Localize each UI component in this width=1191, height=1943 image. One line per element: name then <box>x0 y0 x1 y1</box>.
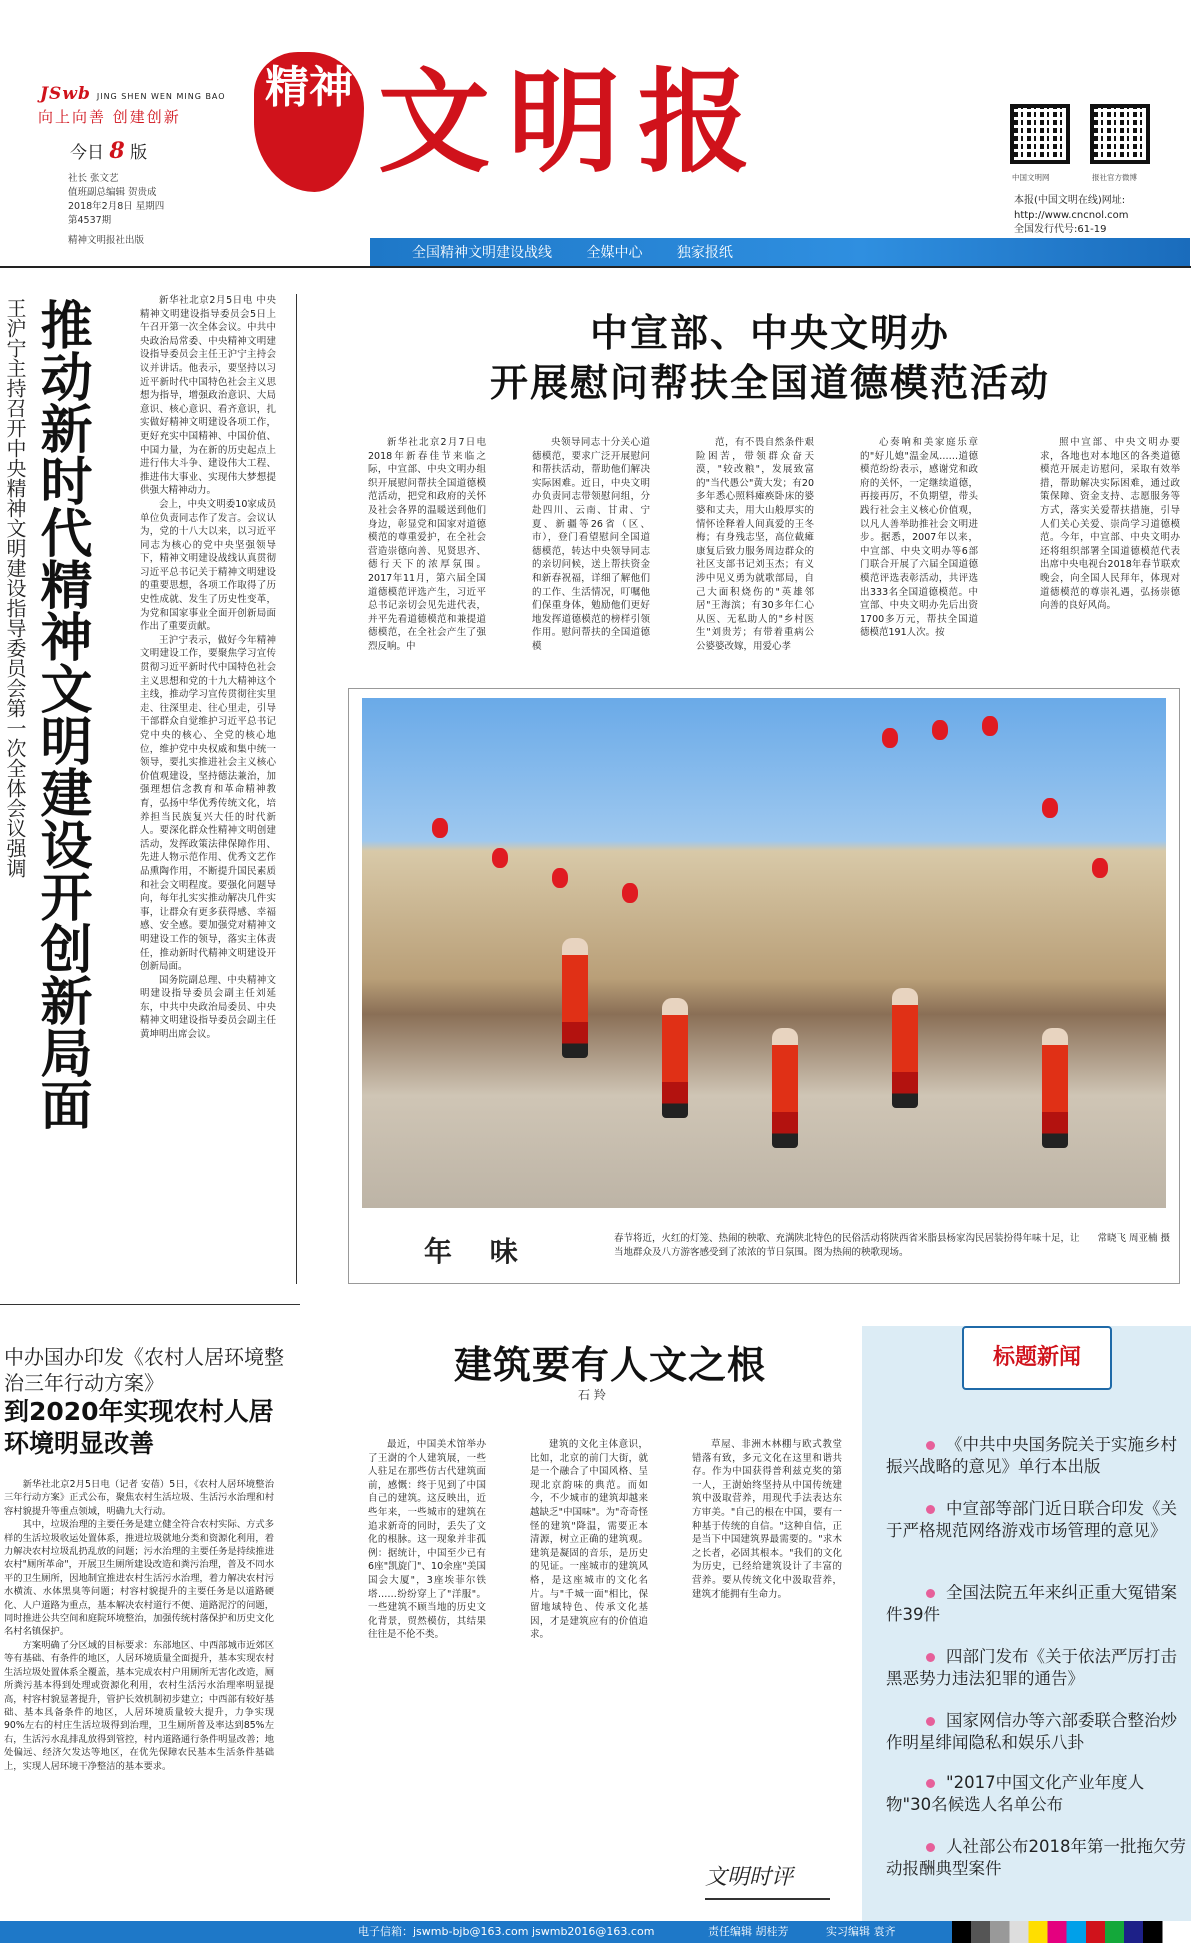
footer-intern: 实习编辑 袁齐 <box>826 1925 896 1938</box>
headline-item[interactable]: 人社部公布2018年第一批拖欠劳动报酬典型案件 <box>886 1837 1186 1878</box>
lantern-icon <box>622 883 638 903</box>
lantern-icon <box>982 716 998 736</box>
qr-code-website[interactable] <box>1010 104 1070 164</box>
main-article-col-1: 新华社北京2月7日电 2018年新春佳节来临之际，中宣部、中央文明办组织开展慰问帮扶全国道德模范活动，把党和政府的关怀及社会各界的温暖送到他们身边，彰显党和国家对道德模范的尊重爱护，在全社会营造崇德向善、见贤思齐、德行天下的浓厚氛围。2017年11月，第六届全国道德模范评选产生，习近平总书记亲切会见先进代表，并平先看道德模范和兼提道德模范，在全社会产生了强烈反响。中 <box>368 437 486 652</box>
lead-subtitle: 王沪宁主持召开中央精神文明建设指导委员会第一次全体会议强调 <box>3 298 27 878</box>
rural-subtitle: 中办国办印发《农村人居环境整治三年行动方案》 <box>4 1345 284 1395</box>
motto: 向上向善 创建创新 <box>38 108 181 126</box>
main-article-col-4: 心奏响和美家庭乐章的"好儿媳"温金凤……道德模范纷纷表示，感谢党和政府的关怀，一定继续道德，再接再厉，不负期望，带头践行社会主义核心价值观，以凡人善举助推社会文明进步。据悉，2007年以来，中宣部、中央文明办等6部门联合开展了六届全国道德模范评选表彰活动，共评选出333名全国道德模范。中宣部、中央文明办先后出资1700多万元，帮扶全国道德模范191人次。按 <box>860 437 978 639</box>
headline-item[interactable]: 四部门发布《关于依法严厉打击黑恶势力违法犯罪的通告》 <box>886 1646 1186 1690</box>
photo-credit: 常晓飞 周亚楠 摄 <box>1097 1233 1170 1244</box>
column-stamp: 文明时评 <box>705 1856 830 1900</box>
column-divider <box>296 294 297 1284</box>
page-count: 8 <box>109 138 125 164</box>
headline-item[interactable]: 《中共中央国务院关于实施乡村振兴战略的意见》单行本出版 <box>886 1434 1186 1478</box>
dancer-figure <box>1042 1028 1068 1148</box>
qr-code-weibo[interactable] <box>1090 104 1150 164</box>
feature-headline[interactable]: 建筑要有人文之根 <box>453 1343 766 1387</box>
yangko-dance-photo[interactable] <box>362 698 1166 1208</box>
lantern-icon <box>432 818 448 838</box>
brand-english-text: JING SHEN WEN MING BAO <box>96 92 226 101</box>
headline-item[interactable]: 中宣部等部门近日联合印发《关于严格规范网络游戏市场管理的意见》 <box>886 1498 1186 1542</box>
dancer-figure <box>892 988 918 1108</box>
feature-author: 石 羚 <box>578 1388 606 1402</box>
lantern-icon <box>552 868 568 888</box>
lantern-icon <box>1092 858 1108 878</box>
masthead-seal: 精神 <box>254 52 364 192</box>
lead-headline[interactable]: 推动新时代精神文明建设开创新局面 <box>31 298 91 1130</box>
lantern-icon <box>1042 798 1058 818</box>
qr1-caption: 中国文明网 <box>1012 173 1050 182</box>
nav-item-front[interactable]: 全国精神文明建设战线 <box>412 245 552 261</box>
headline-item[interactable]: 全国法院五年来纠正重大冤错案件39件 <box>886 1582 1186 1626</box>
publication-info: 本报(中国文明在线)网址: http://www.cncnol.com 全国发行代号:61-19 <box>1014 194 1134 252</box>
issue-info: 社长 张文艺 值班副总编辑 贺贵成 2018年2月8日 星期四 第4537期 精神文明报社出版 <box>68 173 165 246</box>
feature-col-3: 草屋、非洲木林棚与欧式教堂错落有致，多元文化在这里和谐共存。作为中国获得普利兹克奖的第一人，王澍始终坚持从中国传统建筑中汲取营养，用现代手法表达东方审美。"自己的根在中国，要有一种基于传统的自信。"这种自信，正是当下中国建筑界最需要的。"求木之长者，必固其根本。"我们的文化为历史，已经给建筑设计了丰富的营养。要从传统文化中汲取营养，建筑才能拥有生命力。 <box>692 1439 842 1600</box>
main-article-col-3: 范，有不畏自然条件艰险困苦，带领群众奋天漠，"较改粮"，发展致富的"当代愚公"黄大发；有20多年悉心照料瘫痪卧床的婆婆和丈夫，用大山般厚实的情怀诠释着人间真爱的王冬梅；有身残志坚，高位截瘫康复后致力服务周边群众的社区支部书记刘玉杰；有义涉中见义勇为就歌部局，自己大面积烧伤的"英雄邻居"王海滨；有30多年仁心从医、无私助人的"乡村医生"刘贵芳；有带着重病公公婆婆改嫁，用爱心孝 <box>696 437 814 652</box>
qr2-caption: 报社官方微博 <box>1092 173 1137 182</box>
top-divider <box>0 266 1191 268</box>
brand-english <box>40 84 226 104</box>
feature-col-1: 最近，中国美术馆举办了王澍的个人建筑展，一些人驻足在那些仿古代建筑面前，感慨：终于见到了中国自己的建筑。这反映出，近些年来，一些城市的建筑在追求新奇的同时，丢失了文化的根脉。这一现象并非孤例：据统计，中国至少已有6座"凯旋门"、10余座"美国国会大厦"，3座埃菲尔铁塔……纷纷穿上了"洋服"。一些建筑不顾当地的历史文化背景，贸然模仿，其结果往往是不伦不类。 <box>368 1439 486 1641</box>
nav-item-exclusive[interactable]: 独家报纸 <box>676 245 733 261</box>
lantern-icon <box>932 720 948 740</box>
lantern-icon <box>882 728 898 748</box>
main-headline[interactable]: 中宣部、中央文明办 开展慰问帮扶全国道德模范活动 <box>489 311 1050 405</box>
photo-caption: 常晓飞 周亚楠 摄 春节将近，火红的灯笼、热闹的秧歌、充满陕北特色的民俗活动将陕西省米脂县杨家沟民居装扮得年味十足，让当地群众及八方游客感受到了浓浓的节日氛围。图为热闹的秧歌现场。 <box>614 1233 1170 1258</box>
brand-short: JSwb <box>40 84 91 104</box>
headline-news-title: 标题新闻 <box>962 1326 1112 1390</box>
today-pages: 今日 8 版 <box>70 138 148 164</box>
main-article-col-5: 照中宣部、中央文明办要求，各地也对本地区的各类道德模范开展走访慰问，采取有效举措，帮助解决实际困难，通过政策保障、资金支持、志愿服务等方式，落实关爱帮扶措施，引导人们关心关爱、崇尚学习道德模范。今年，中宣部、中央文明办还将组织部署全国道德模范代表出席中央电视台2018年春节联欢晚会，向全国人民拜年，体现对道德模范的尊崇礼遇，弘扬崇德向善的良好风尚。 <box>1040 437 1180 612</box>
rural-article-body: 新华社北京2月5日电（记者 安蓓）5日，《农村人居环境整治三年行动方案》正式公布，聚焦农村生活垃圾、生活污水治理和村容村貌提升等重点领域，明确九大行动。 其中，垃圾治理的主要任务是建立健全符合农村实际、方式多样的生活垃圾收运处置体系，推进垃圾就地分类和资源化利用，着力解决农村垃圾乱扔乱放的问题；污水治理的主要任务是持续推进农村"厕所革命"，开展卫生厕所建设改造和粪污治理，普及不同水平的卫生厕所，因地制宜推进农村生活污水治理，着力解决农村污水横流、水体黑臭等问题；村容村貌提升的主要任务是以道路硬化、人户道路为重点，基本解决农村道行不便、道路泥泞的问题，同时推进公共空间和庭院环境整治，加强传统村落保护和历史文化名村名镇保护。 方案明确了分区域的目标要求：东部地区、中西部城市近郊区等有基础、有条件的地区，人居环境质量全面提升，基本实现农村生活垃圾处置体系全覆盖，基本完成农村户用厕所无害化改造，厕所粪污基本得到处理或资源化利用，农村生活污水治理率明显提高，村容村貌显著提升，管护长效机制初步建立；中西部有较好基础、基本具备条件的地区，人居环境质量较大提升，力争实现90%左右的村庄生活垃圾得到治理，卫生厕所普及率达到85%左右，生活污水乱排乱放得到管控，村内道路通行条件明显改善；地处偏远、经济欠发达等地区，在优先保障农民基本生活条件基础上，实现人居环境干净整洁的基本要求。 <box>4 1479 274 1772</box>
main-article-col-2: 央领导同志十分关心道德模范，要求广泛开展慰问和帮扶活动，帮助他们解决实际困难。近日，中央文明办负责同志带领慰问组，分赴四川、云南、甘肃、宁夏、新疆等26省（区、市），登门看望慰问全国道德模范，转达中央领导同志的亲切问候，送上帮扶资金和新春祝福，详细了解他们的工作、生活情况，叮嘱他们保重身体，勉励他们更好地发挥道德模范的榜样引领作用。慰问帮扶的全国道德模 <box>532 437 650 652</box>
photo-label: 年 味 <box>424 1235 532 1268</box>
lead-article-body: 新华社北京2月5日电 中央精神文明建设指导委员会5日上午召开第一次全体会议。中共中央政治局常委、中央精神文明建设指导委员会主任王沪宁主持会议并讲话。他表示，要坚持以习近平新时代中国特色社会主义思想为指导，增强政治意识、大局意识、核心意识、看齐意识，扎实做好精神文明建设各项工作，更好充实中国精神、中国价值、中国力量，为在新的历史起点上进行伟大斗争、建设伟大工程、推进伟大事业、实现伟大梦想提供强大精神动力。 会上，中央文明委10家成员单位负责同志作了发言。会议认为，党的十八大以来，以习近平同志为核心的党中央坚强领导下，精神文明建设战线认真贯彻习近平总书记关于精神文明建设的重要思想，各项工作取得了历史性成就、发生了历史性变革，为党和国家事业全面开创新局面作出了重要贡献。 王沪宁表示，做好今年精神文明建设工作，要聚焦学习宣传贯彻习近平新时代中国特色社会主义思想和党的十九大精神这个主线，推动学习宣传贯彻往实里走、往深里走、往心里走，引导干部群众自觉维护习近平总书记党中央的核心、全党的核心地位，维护党中央权威和集中统一领导，要扎实推进社会主义核心价值观建设，坚持德法兼治，加强理想信念教育和革命精神教育，弘扬中华优秀传统文化，培养担当民族复兴大任的时代新人。要深化群众性精神文明创建活动，发挥政策法律保障作用、先进人物示范作用、优秀文艺作品熏陶作用，不断提升国民素质和社会文明程度。要强化问题导向，每年扎实实推动解决几件实事，让群众有更多获得感、幸福感、安全感。要加强党对精神文明建设工作的领导，落实主体责任，推动新时代精神文明建设开创新局面。 国务院副总理、中央精神文明建设指导委员会副主任刘延东，中共中央政治局委员、中央精神文明建设指导委员会副主任黄坤明出席会议。 <box>140 295 276 1041</box>
dancer-figure <box>662 998 688 1118</box>
website-link[interactable]: http://www.cncnol.com <box>1014 209 1129 221</box>
feature-col-2: 建筑的文化主体意识，比如，北京的前门大街，就是一个融合了中国风格、呈现北京韵味的典范。而如今，不少城市的建筑却越来越缺乏"中国味"。为"奇奇怪怪的建筑"降温，需要正本清源，树立正确的建筑观。建筑是凝固的音乐，是历史的见证。一座城市的建筑风格，是这座城市的文化名片。与"千城一面"相比，保留地域特色、传承文化基因，才是建筑应有的价值追求。 <box>530 1439 648 1641</box>
nav-item-media[interactable]: 全媒中心 <box>586 245 643 261</box>
rural-headline[interactable]: 到2020年实现农村人居环境明显改善 <box>4 1397 274 1458</box>
footer-editor: 责任编辑 胡桂芳 <box>708 1925 789 1938</box>
nav-bar <box>370 238 1190 268</box>
dancer-figure <box>562 938 588 1058</box>
dancer-figure <box>772 1028 798 1148</box>
footer-email[interactable]: 电子信箱：jswmb-bjb@163.com jswmb2016@163.com <box>358 1925 655 1938</box>
section-divider <box>0 1304 300 1305</box>
headline-item[interactable]: "2017中国文化产业年度人物"30名候选人名单公布 <box>886 1772 1186 1816</box>
headline-item[interactable]: 国家网信办等六部委联合整治炒作明星绯闻隐私和娱乐八卦 <box>886 1710 1186 1754</box>
newspaper-title: 文明报 <box>378 57 768 188</box>
print-color-bars <box>952 1921 1191 1943</box>
lantern-icon <box>492 848 508 868</box>
